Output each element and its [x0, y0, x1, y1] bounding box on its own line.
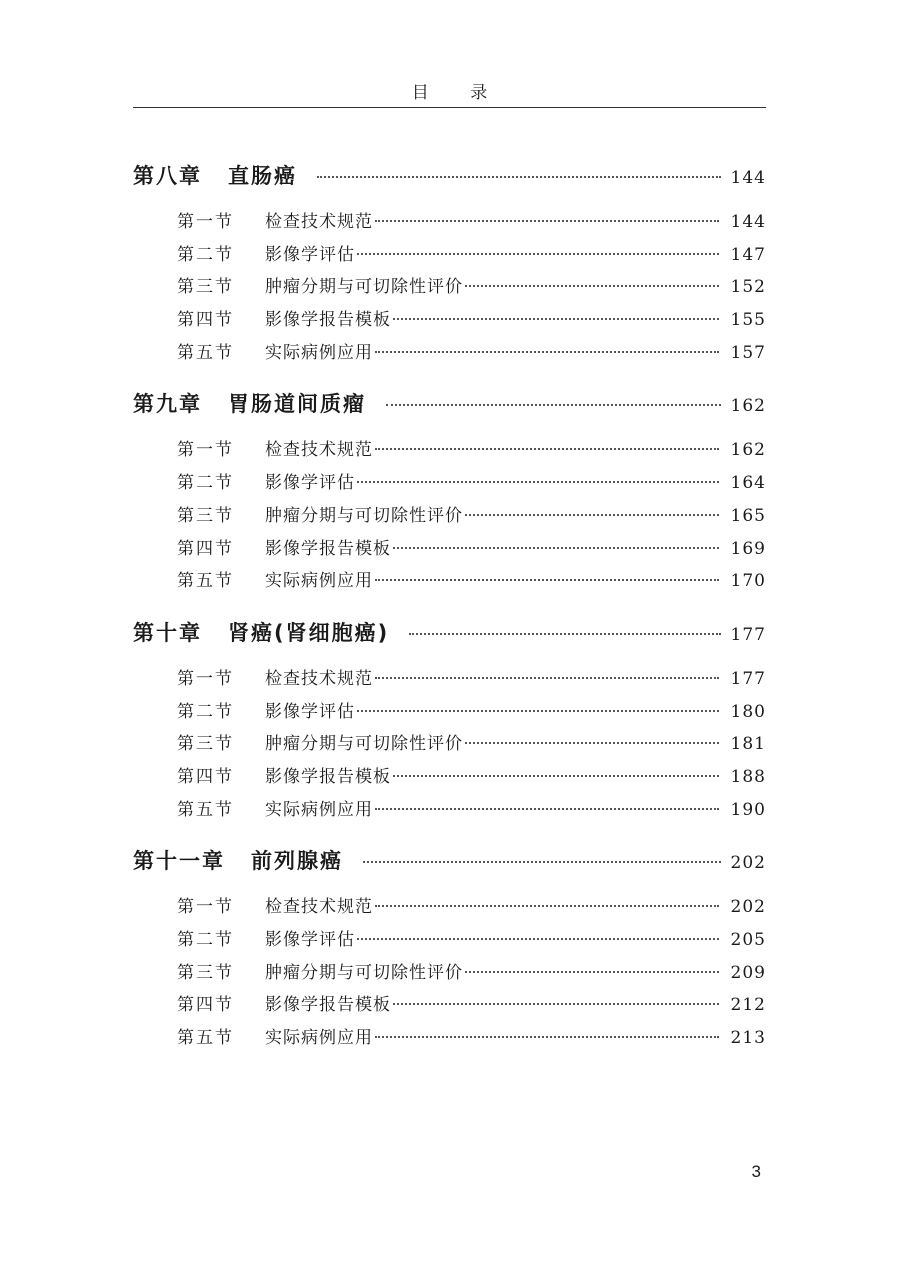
section-page-number: 190	[730, 799, 766, 820]
toc-section-entry[interactable]	[133, 990, 766, 1023]
section-title: 影像学评估	[265, 930, 355, 950]
chapter-number: 第十一章	[133, 849, 225, 874]
chapter-number: 第十章	[133, 620, 202, 645]
chapter-spacer	[133, 827, 766, 841]
section-number: 第一节	[177, 212, 234, 232]
dot-leader	[375, 220, 719, 222]
section-number: 第四节	[177, 538, 234, 559]
section-title: 实际病例应用	[265, 571, 373, 592]
section-page-number: 170	[730, 571, 766, 592]
section-page-number: 157	[730, 342, 766, 363]
toc-section-entry[interactable]	[133, 892, 766, 925]
section-number: 第二节	[177, 930, 234, 950]
section-title: 影像学报告模板	[265, 538, 391, 559]
dot-leader	[465, 742, 719, 744]
section-page-number: 188	[730, 766, 766, 787]
section-number: 第五节	[177, 342, 234, 363]
chapter-page-number: 177	[730, 624, 766, 645]
section-title: 检查技术规范	[265, 897, 373, 918]
section-number: 第二节	[177, 244, 234, 265]
toc-section-entry[interactable]	[133, 240, 766, 273]
toc-section-entry[interactable]	[133, 729, 766, 762]
section-number: 第四节	[177, 766, 234, 787]
toc-section-entry[interactable]	[133, 664, 766, 697]
dot-leader	[375, 1036, 719, 1038]
section-title: 检查技术规范	[265, 668, 373, 689]
toc-section-entry[interactable]	[133, 305, 766, 338]
chapter-spacer	[133, 599, 766, 613]
section-number: 第三节	[177, 505, 234, 526]
section-title: 影像学评估	[265, 701, 355, 722]
dot-leader	[375, 351, 719, 353]
header-rule	[133, 107, 766, 108]
table-of-contents	[133, 160, 766, 1056]
section-title: 影像学评估	[265, 473, 355, 494]
section-number: 第一节	[177, 897, 234, 918]
toc-chapter-entry[interactable]	[133, 845, 766, 883]
section-title: 影像学报告模板	[265, 995, 391, 1016]
section-page-number: 212	[730, 995, 766, 1016]
section-page-number: 180	[730, 701, 766, 722]
dot-leader	[375, 808, 719, 810]
dot-leader	[375, 579, 719, 581]
toc-section-entry[interactable]	[133, 534, 766, 567]
dot-leader	[375, 905, 719, 907]
toc-section-entry[interactable]	[133, 697, 766, 730]
section-number: 第一节	[177, 668, 234, 689]
chapter-page-number: 162	[730, 396, 766, 417]
section-title: 影像学报告模板	[265, 766, 391, 787]
chapter-spacer	[133, 370, 766, 384]
section-page-number: 181	[730, 734, 766, 755]
section-number: 第二节	[177, 473, 234, 494]
section-number: 第二节	[177, 701, 234, 722]
section-page-number: 205	[730, 930, 766, 950]
section-title: 实际病例应用	[265, 799, 373, 820]
dot-leader	[393, 318, 719, 320]
toc-chapter-entry[interactable]	[133, 160, 766, 198]
section-number: 第五节	[177, 799, 234, 820]
section-page-number: 155	[730, 310, 766, 331]
section-title: 肿瘤分期与可切除性评价	[265, 277, 463, 298]
toc-section-entry[interactable]	[133, 338, 766, 371]
dot-leader	[465, 971, 719, 973]
dot-leader	[357, 253, 719, 255]
toc-section-entry[interactable]	[133, 207, 766, 240]
section-page-number: 177	[730, 668, 766, 689]
chapter-page-number: 202	[730, 853, 766, 874]
chapter-title: 直肠癌	[228, 164, 297, 188]
chapter-page-number: 144	[730, 168, 766, 188]
dot-leader	[357, 938, 719, 940]
toc-section-entry[interactable]	[133, 566, 766, 599]
toc-section-entry[interactable]	[133, 762, 766, 795]
dot-leader	[393, 1003, 719, 1005]
section-title: 检查技术规范	[265, 212, 373, 232]
section-number: 第四节	[177, 310, 234, 331]
section-title: 肿瘤分期与可切除性评价	[265, 505, 463, 526]
section-title: 实际病例应用	[265, 1028, 373, 1049]
toc-section-entry[interactable]	[133, 1023, 766, 1056]
section-title: 肿瘤分期与可切除性评价	[265, 962, 463, 983]
section-number: 第一节	[177, 440, 234, 461]
chapter-title: 胃肠道间质瘤	[228, 392, 366, 417]
dot-leader	[375, 677, 719, 679]
toc-section-entry[interactable]	[133, 795, 766, 828]
dot-leader	[465, 285, 719, 287]
dot-leader	[393, 547, 719, 549]
toc-chapter-entry[interactable]	[133, 617, 766, 655]
toc-section-entry[interactable]	[133, 958, 766, 991]
section-page-number: 213	[730, 1028, 766, 1049]
dot-leader	[393, 775, 719, 777]
toc-section-entry[interactable]	[133, 468, 766, 501]
dot-leader	[357, 710, 719, 712]
section-page-number: 165	[730, 505, 766, 526]
chapter-number: 第八章	[133, 164, 202, 188]
dot-leader	[465, 514, 719, 516]
dot-leader	[363, 861, 721, 863]
section-number: 第四节	[177, 995, 234, 1016]
section-number: 第三节	[177, 734, 234, 755]
toc-chapter-entry[interactable]	[133, 388, 766, 426]
dot-leader	[317, 176, 721, 178]
toc-section-entry[interactable]	[133, 272, 766, 305]
section-title: 检查技术规范	[265, 440, 373, 461]
section-page-number: 209	[730, 962, 766, 983]
section-page-number: 147	[730, 244, 766, 265]
folio-page-number: 3	[751, 1162, 761, 1181]
section-page-number: 162	[730, 440, 766, 461]
section-title: 实际病例应用	[265, 342, 373, 363]
toc-section-entry[interactable]	[133, 501, 766, 534]
toc-section-entry[interactable]	[133, 925, 766, 958]
section-number: 第五节	[177, 571, 234, 592]
section-title: 影像学评估	[265, 244, 355, 265]
section-page-number: 169	[730, 538, 766, 559]
section-number: 第三节	[177, 962, 234, 983]
section-page-number: 144	[730, 212, 766, 232]
chapter-title: 前列腺癌	[251, 849, 343, 874]
dot-leader	[357, 481, 719, 483]
chapter-title: 肾癌(肾细胞癌)	[228, 620, 390, 645]
section-page-number: 164	[730, 473, 766, 494]
running-header-title: 目 录	[411, 83, 506, 103]
section-number: 第三节	[177, 277, 234, 298]
section-title: 肿瘤分期与可切除性评价	[265, 734, 463, 755]
dot-leader	[409, 633, 720, 635]
dot-leader	[386, 404, 721, 406]
toc-section-entry[interactable]	[133, 435, 766, 468]
dot-leader	[375, 448, 719, 450]
section-title: 影像学报告模板	[265, 310, 391, 331]
chapter-number: 第九章	[133, 392, 202, 417]
section-page-number: 202	[730, 897, 766, 918]
section-page-number: 152	[730, 277, 766, 298]
section-number: 第五节	[177, 1028, 234, 1049]
